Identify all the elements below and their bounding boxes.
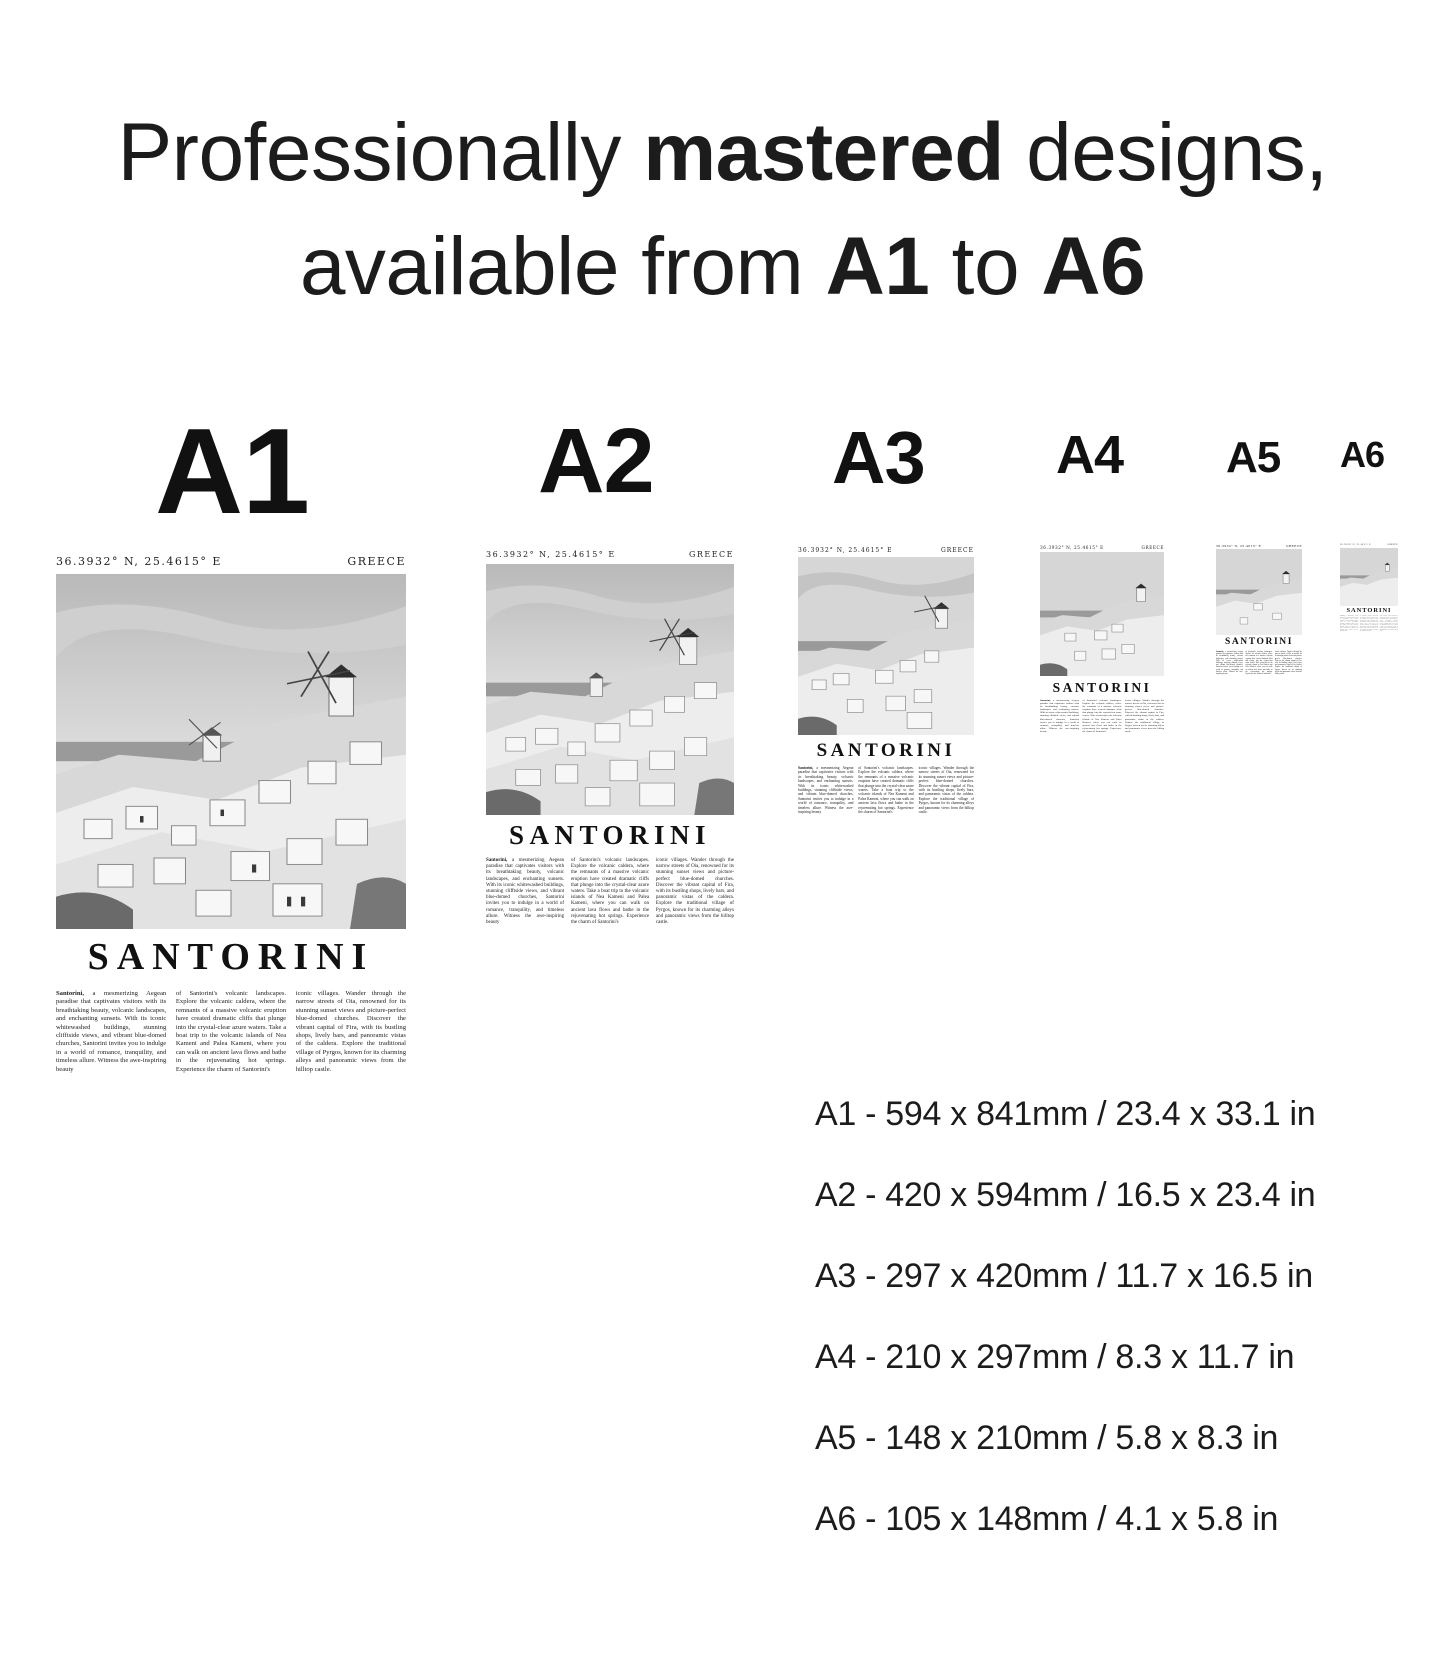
poster-coordinates: 36.3932° N, 25.4615° E bbox=[798, 547, 893, 554]
poster-country: GREECE bbox=[940, 547, 974, 554]
poster-body bbox=[1340, 616, 1398, 632]
poster-title: SANTORINI bbox=[816, 740, 956, 761]
poster-lead: Santorini, bbox=[1340, 616, 1346, 617]
poster-lead: Santorini, bbox=[1040, 699, 1051, 702]
poster-header bbox=[486, 550, 734, 559]
poster-title: SANTORINI bbox=[87, 936, 375, 978]
santorini-photo bbox=[798, 557, 974, 735]
headline-emphasis: A6 bbox=[1041, 221, 1146, 312]
poster-body-col-1 bbox=[798, 766, 854, 815]
size-label-a4: A4 bbox=[1056, 425, 1124, 485]
poster-body-col-1 bbox=[486, 858, 565, 926]
poster-body-col-3: iconic villages. Wander through the narrow streets of Oia, renowned for its stunning sunset views and picture-perfect blue-domed churches. Discover the vibrant capital of Fira, with its bustling shops, lively bars, and panoramic vistas of the caldera. Explore the traditional village of Pyrgos, known for its charming alleys and panoramic views from the hilltop castle. bbox=[918, 766, 974, 815]
size-label-a6: A6 bbox=[1340, 434, 1385, 475]
poster-country: GREECE bbox=[1387, 544, 1398, 546]
headline-line-2 bbox=[0, 221, 1445, 312]
poster-body-col-1 bbox=[56, 990, 167, 1073]
poster-body-text: a mesmerizing Aegean paradise that captivates visitors with its breathtaking beauty, volcanic landscapes, and enchanting sunsets. With its iconic whitewashed buildings, stunning clifftside views, and vibrant blue-domed churches, Santorini invites you to indulge in a world of romance, tranquility, and timeless allure. Witness the awe-inspiring beauty bbox=[1340, 616, 1359, 632]
poster-photo bbox=[1340, 548, 1398, 606]
headline-text: Professionally bbox=[117, 107, 644, 198]
poster-body bbox=[486, 858, 734, 926]
poster-body-col-2: of Santorini's volcanic landscapes. Explore the volcanic caldera, where the remnants of a massive volcanic eruption have created dramatic cliffs that plunge into the crystal-clear azure waters. Take a boat trip to the volcanic islands of Nea Kameni and Palea Kameni, where you can walk on ancient lava flows and bathe in the rejuvenating hot springs. Experience the charm of Santorini's bbox=[858, 766, 914, 815]
size-spec-a5: A5 - 148 x 210mm / 5.8 x 8.3 in bbox=[815, 1419, 1279, 1457]
poster-coordinates: 36.3932° N, 25.4615° E bbox=[56, 555, 222, 568]
santorini-photo bbox=[1216, 549, 1302, 635]
poster-title: SANTORINI bbox=[1052, 680, 1152, 695]
size-label-a1: A1 bbox=[155, 403, 309, 539]
headline-text: available from bbox=[299, 221, 826, 312]
santorini-photo bbox=[1040, 552, 1164, 676]
poster-body-col-3: iconic villages. Wander through the narrow streets of Oia, renowned for its stunning sunset views and picture-perfect blue-domed churches. Discover the vibrant capital of Fira, with its bustling shops, lively bars, and panoramic vistas of the caldera. Explore the traditional village of Pyrgos, known for its charming alleys and panoramic views from the hilltop castle. bbox=[295, 990, 406, 1073]
poster-body bbox=[56, 990, 406, 1073]
poster-body-col-2: of Santorini's volcanic landscapes. Explore the volcanic caldera, where the remnants of a massive volcanic eruption have created dramatic cliffs that plunge into the crystal-clear azure waters. Take a boat trip to the volcanic islands of Nea Kameni and Palea Kameni, where you can walk on ancient lava flows and bathe in the rejuvenating hot springs. Experience the charm of Santorini's bbox=[1245, 651, 1273, 676]
poster-country: GREECE bbox=[1286, 544, 1302, 548]
poster-lead: Santorini, bbox=[1216, 651, 1224, 653]
santorini-photo bbox=[1340, 548, 1398, 606]
poster-body-col-1 bbox=[1340, 616, 1359, 632]
poster-body-col-2: of Santorini's volcanic landscapes. Explore the volcanic caldera, where the remnants of a massive volcanic eruption have created dramatic cliffs that plunge into the crystal-clear azure waters. Take a boat trip to the volcanic islands of Nea Kameni and Palea Kameni, where you can walk on ancient lava flows and bathe in the rejuvenating hot springs. Experience the charm of Santorini's bbox=[570, 858, 650, 926]
poster-lead: Santorini, bbox=[56, 990, 85, 997]
size-spec-a1: A1 - 594 x 841mm / 23.4 x 33.1 in bbox=[815, 1095, 1316, 1133]
poster-body-col-2: of Santorini's volcanic landscapes. Explore the volcanic caldera, where the remnants of a massive volcanic eruption have created dramatic cliffs that plunge into the crystal-clear azure waters. Take a boat trip to the volcanic islands of Nea Kameni and Palea Kameni, where you can walk on ancient lava flows and bathe in the rejuvenating hot springs. Experience the charm of Santorini's bbox=[1359, 616, 1379, 632]
poster-lead: Santorini, bbox=[486, 858, 508, 863]
poster-body-col-3: iconic villages. Wander through the narrow streets of Oia, renowned for its stunning sunset views and picture-perfect blue-domed churches. Discover the vibrant capital of Fira, with its bustling shops, lively bars, and panoramic vistas of the caldera. Explore the traditional village of Pyrgos, known for its charming alleys and panoramic views from the hilltop castle. bbox=[1379, 616, 1398, 632]
poster-country: GREECE bbox=[1141, 545, 1164, 550]
poster-body-col-3: iconic villages. Wander through the narrow streets of Oia, renowned for its stunning sunset views and picture-perfect blue-domed churches. Discover the vibrant capital of Fira, with its bustling shops, lively bars, and panoramic vistas of the caldera. Explore the traditional village of Pyrgos, known for its charming alleys and panoramic views from the hilltop castle. bbox=[1124, 699, 1164, 733]
poster-photo bbox=[1216, 549, 1302, 635]
poster-photo bbox=[56, 574, 406, 929]
poster-title: SANTORINI bbox=[1346, 607, 1392, 614]
poster-body bbox=[1040, 699, 1164, 733]
poster-coordinates: 36.3932° N, 25.4615° E bbox=[1340, 544, 1371, 546]
headline-line-1 bbox=[0, 107, 1445, 198]
poster-photo bbox=[798, 557, 974, 735]
poster-coordinates: 36.3932° N, 25.4615° E bbox=[486, 550, 616, 559]
headline-emphasis: mastered bbox=[643, 107, 1004, 198]
poster-coordinates: 36.3932° N, 25.4615° E bbox=[1040, 545, 1104, 550]
poster-a3 bbox=[798, 547, 974, 815]
poster-country: GREECE bbox=[347, 555, 406, 568]
poster-title: SANTORINI bbox=[508, 820, 712, 850]
poster-header bbox=[1340, 544, 1398, 546]
size-spec-a6: A6 - 105 x 148mm / 4.1 x 5.8 in bbox=[815, 1500, 1279, 1538]
poster-body-col-2: of Santorini's volcanic landscapes. Explore the volcanic caldera, where the remnants of a massive volcanic eruption have created dramatic cliffs that plunge into the crystal-clear azure waters. Take a boat trip to the volcanic islands of Nea Kameni and Palea Kameni, where you can walk on ancient lava flows and bathe in the rejuvenating hot springs. Experience the charm of Santorini's bbox=[1082, 699, 1122, 733]
santorini-photo bbox=[56, 574, 406, 929]
headline-emphasis: A1 bbox=[825, 221, 930, 312]
poster-photo bbox=[486, 564, 734, 815]
poster-body-col-3: iconic villages. Wander through the narrow streets of Oia, renowned for its stunning sunset views and picture-perfect blue-domed churches. Discover the vibrant capital of Fira, with its bustling shops, lively bars, and panoramic vistas of the caldera. Explore the traditional village of Pyrgos, known for its charming alleys and panoramic views from the hilltop castle. bbox=[1274, 651, 1302, 676]
size-spec-a4: A4 - 210 x 297mm / 8.3 x 11.7 in bbox=[815, 1338, 1295, 1376]
poster-header bbox=[1040, 545, 1164, 550]
poster-body bbox=[1216, 651, 1302, 676]
size-label-a5: A5 bbox=[1226, 433, 1281, 482]
poster-a4 bbox=[1040, 545, 1164, 733]
headline-text: to bbox=[929, 221, 1042, 312]
poster-header bbox=[798, 547, 974, 554]
poster-country: GREECE bbox=[688, 550, 734, 559]
poster-header bbox=[1216, 544, 1302, 548]
poster-body-col-1 bbox=[1216, 651, 1244, 676]
poster-body-text: a mesmerizing Aegean paradise that captivates visitors with its breathtaking beauty, volcanic landscapes, and enchanting sunsets. With its iconic whitewashed buildings, stunning clifftside views, and vibrant blue-domed churches, Santorini invites you to indulge in a world of romance, tranquility, and timeless allure. Witness the awe-inspiring beauty bbox=[486, 858, 565, 926]
poster-body bbox=[798, 766, 974, 815]
poster-body-col-3: iconic villages. Wander through the narrow streets of Oia, renowned for its stunning sunset views and picture-perfect blue-domed churches. Discover the vibrant capital of Fira, with its bustling shops, lively bars, and panoramic vistas of the caldera. Explore the traditional village of Pyrgos, known for its charming alleys and panoramic views from the hilltop castle. bbox=[655, 858, 734, 926]
poster-lead: Santorini, bbox=[798, 766, 814, 770]
size-spec-a2: A2 - 420 x 594mm / 16.5 x 23.4 in bbox=[815, 1176, 1316, 1214]
size-label-a2: A2 bbox=[538, 410, 654, 512]
poster-body-text: a mesmerizing Aegean paradise that captivates visitors with its breathtaking beauty, volcanic landscapes, and enchanting sunsets. With its iconic whitewashed buildings, stunning clifftside views, and vibrant blue-domed churches, Santorini invites you to indulge in a world of romance, tranquility, and timeless allure. Witness the awe-inspiring beauty bbox=[1040, 699, 1080, 733]
poster-a5 bbox=[1216, 544, 1302, 676]
poster-body-text: a mesmerizing Aegean paradise that captivates visitors with its breathtaking beauty, volcanic landscapes, and enchanting sunsets. With its iconic whitewashed buildings, stunning clifftside views, and vibrant blue-domed churches, Santorini invites you to indulge in a world of romance, tranquility, and timeless allure. Witness the awe-inspiring beauty bbox=[56, 990, 167, 1073]
poster-title: SANTORINI bbox=[1224, 637, 1294, 647]
poster-body-text: a mesmerizing Aegean paradise that captivates visitors with its breathtaking beauty, volcanic landscapes, and enchanting sunsets. With its iconic whitewashed buildings, stunning clifftside views, and vibrant blue-domed churches, Santorini invites you to indulge in a world of romance, tranquility, and timeless allure. Witness the awe-inspiring beauty bbox=[1216, 651, 1244, 676]
poster-header bbox=[56, 555, 406, 568]
poster-photo bbox=[1040, 552, 1164, 676]
poster-coordinates: 36.3932° N, 25.4615° E bbox=[1216, 544, 1262, 548]
size-spec-a3: A3 - 297 x 420mm / 11.7 x 16.5 in bbox=[815, 1257, 1313, 1295]
santorini-photo bbox=[486, 564, 734, 815]
poster-a6 bbox=[1340, 544, 1398, 632]
headline-text: designs, bbox=[1003, 107, 1328, 198]
poster-a1 bbox=[56, 555, 406, 1073]
poster-body-col-1 bbox=[1040, 699, 1080, 733]
poster-body-col-2: of Santorini's volcanic landscapes. Explore the volcanic caldera, where the remnants of a massive volcanic eruption have created dramatic cliffs that plunge into the crystal-clear azure waters. Take a boat trip to the volcanic islands of Nea Kameni and Palea Kameni, where you can walk on ancient lava flows and bathe in the rejuvenating hot springs. Experience the charm of Santorini's bbox=[175, 990, 287, 1073]
poster-a2 bbox=[486, 550, 734, 926]
poster-body-text: a mesmerizing Aegean paradise that captivates visitors with its breathtaking beauty, volcanic landscapes, and enchanting sunsets. With its iconic whitewashed buildings, stunning clifftside views, and vibrant blue-domed churches, Santorini invites you to indulge in a world of romance, tranquility, and timeless allure. Witness the awe-inspiring beauty bbox=[798, 766, 854, 815]
size-label-a3: A3 bbox=[832, 416, 925, 499]
